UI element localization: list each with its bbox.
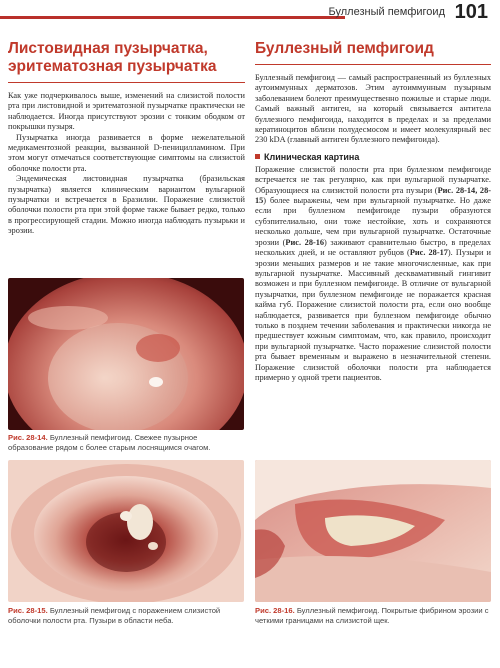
figure-28-16-caption-text: Буллезный пемфигоид. Покрытые фибрином эрозии с четкими границами на слизистой щек. (255, 606, 489, 625)
left-paragraph-1: Как уже подчеркивалось выше, изменений на слизистой полости рта при листовидной и эритематозной пузырчатке практически не наблюдается. Иногда присутствуют эрозии с тонким ободком от покрышки пузыря. (8, 91, 245, 132)
figure-28-16-label: Рис. 28-16. (255, 606, 295, 615)
figure-28-14-label: Рис. 28-14. (8, 433, 48, 442)
left-paragraph-3: Эндемическая листовидная пузырчатка (бразильская пузырчатка) является клиническим вариантом вульгарной пузырчатки и встречается в Бразилии. Поражение слизистой оболочки полости рта при этой форме также бывает редко, только в прогрессирующей стадии. Можно иногда наблюдать пузырьки и эрозии. (8, 174, 245, 236)
left-section-title: Листовидная пузырчатка, эритематозная пузырчатка (8, 40, 217, 75)
right-column (255, 40, 491, 383)
clinical-subheading (255, 152, 491, 162)
clinical-text-part-1: Поражение слизистой полости рта при буллезном пемфигоиде встречается не так регулярно, как при вульгарной пузырчатке. Образующиеся на слизистой полости рта пузыри ( (255, 164, 491, 195)
figure-28-15-photo (8, 460, 244, 602)
right-section-title: Буллезный пемфигоид (255, 40, 434, 57)
figure-28-15-label: Рис. 28-15. (8, 606, 48, 615)
clinical-text-part-3: ) заживают сравнительно быстро, в пределах нескольких дней, и не оставляют рубцов ( (255, 237, 491, 258)
clinical-subheading-text: Клиническая картина (264, 151, 360, 162)
figure-28-15-caption (8, 606, 244, 625)
figure-28-14-photo (8, 278, 244, 430)
bullet-square-icon (255, 154, 260, 159)
figure-28-16-photo (255, 460, 491, 602)
header-accent-bar (0, 16, 345, 19)
figure-28-16-caption (255, 606, 491, 625)
page-number: 101 (454, 1, 488, 23)
left-column (8, 40, 245, 237)
intro-paragraph: Буллезный пемфигоид — самый распространенный из буллезных аутоиммунных дерматозов. Этим аутоиммунным пузырным заболеванием болеют преимущественно пожилые и старые люди. Самый важный антиген, на который связывается антитела буллезного пемфигоида, находится в пределах и за пределами кератиноцитов вблизи полудесмосом и имеет молекулярный вес 230 kDA (главный антиген буллезного пемфигоида). (255, 73, 491, 145)
figure-28-14-caption-text: Буллезный пемфигоид. Свежее пузырное образование рядом с более старым лоснящимся очагом. (8, 433, 211, 452)
left-paragraph-2: Пузырчатка иногда развивается в форме нежелательной медикаментозной реакции, вызванной D-пеницилламином. При этом могут отмечаться соответствующие симптомы на слизистой оболочке полости рта. (8, 132, 245, 173)
right-title-rule (255, 64, 491, 65)
clinical-text-part-4: ). Пузыри и эрозии меньших размеров и не такие многочисленные, как при вульгарной пузырчатке. Массивный десквамативный гингивит возможен и при буллезном пемфигоиде. В отличие от вульгарной пузырчатки, при буллезном пемфигоиде не поражается красная кайма губ. Поражение слизистой полости рта, если оно вообще наблюдается, развивается при буллезном пемфигоиде обычно только в позднем течении заболевания и практически никогда не предшествует кожным симптомам, что, как правило, происходит при вульгарной пузырчатке. Часто поражение слизистой полости рта бывает временным и выражено в незначительной степени. Поражение слизистой оболочки полости рта наблюдается примерно у одной трети пациентов. (255, 248, 491, 382)
figure-28-15-caption-text: Буллезный пемфигоид с поражением слизистой оболочки полости рта. Пузыри в области неба. (8, 606, 221, 625)
figure-28-14-caption (8, 433, 244, 452)
clinical-text-part-2: ) более выражены, чем при вульгарной пузырчатке. Но даже если при буллезном пемфигоиде пузыри образуются субэпителиально, они тоже нестойкие, хоть и сохраняются несколько дольше, чем при вульгарной пузырчатке. Остаточные эрозии ( (255, 196, 491, 247)
left-title-rule (8, 82, 245, 83)
figure-ref-16: Рис. 28-16 (285, 237, 325, 247)
figure-ref-14-15: Рис. 28-14, 28-15 (255, 185, 491, 206)
clinical-paragraph (255, 165, 491, 384)
running-title: Буллезный пемфигоид (328, 6, 445, 18)
figure-ref-17: Рис. 28-17 (409, 248, 448, 258)
